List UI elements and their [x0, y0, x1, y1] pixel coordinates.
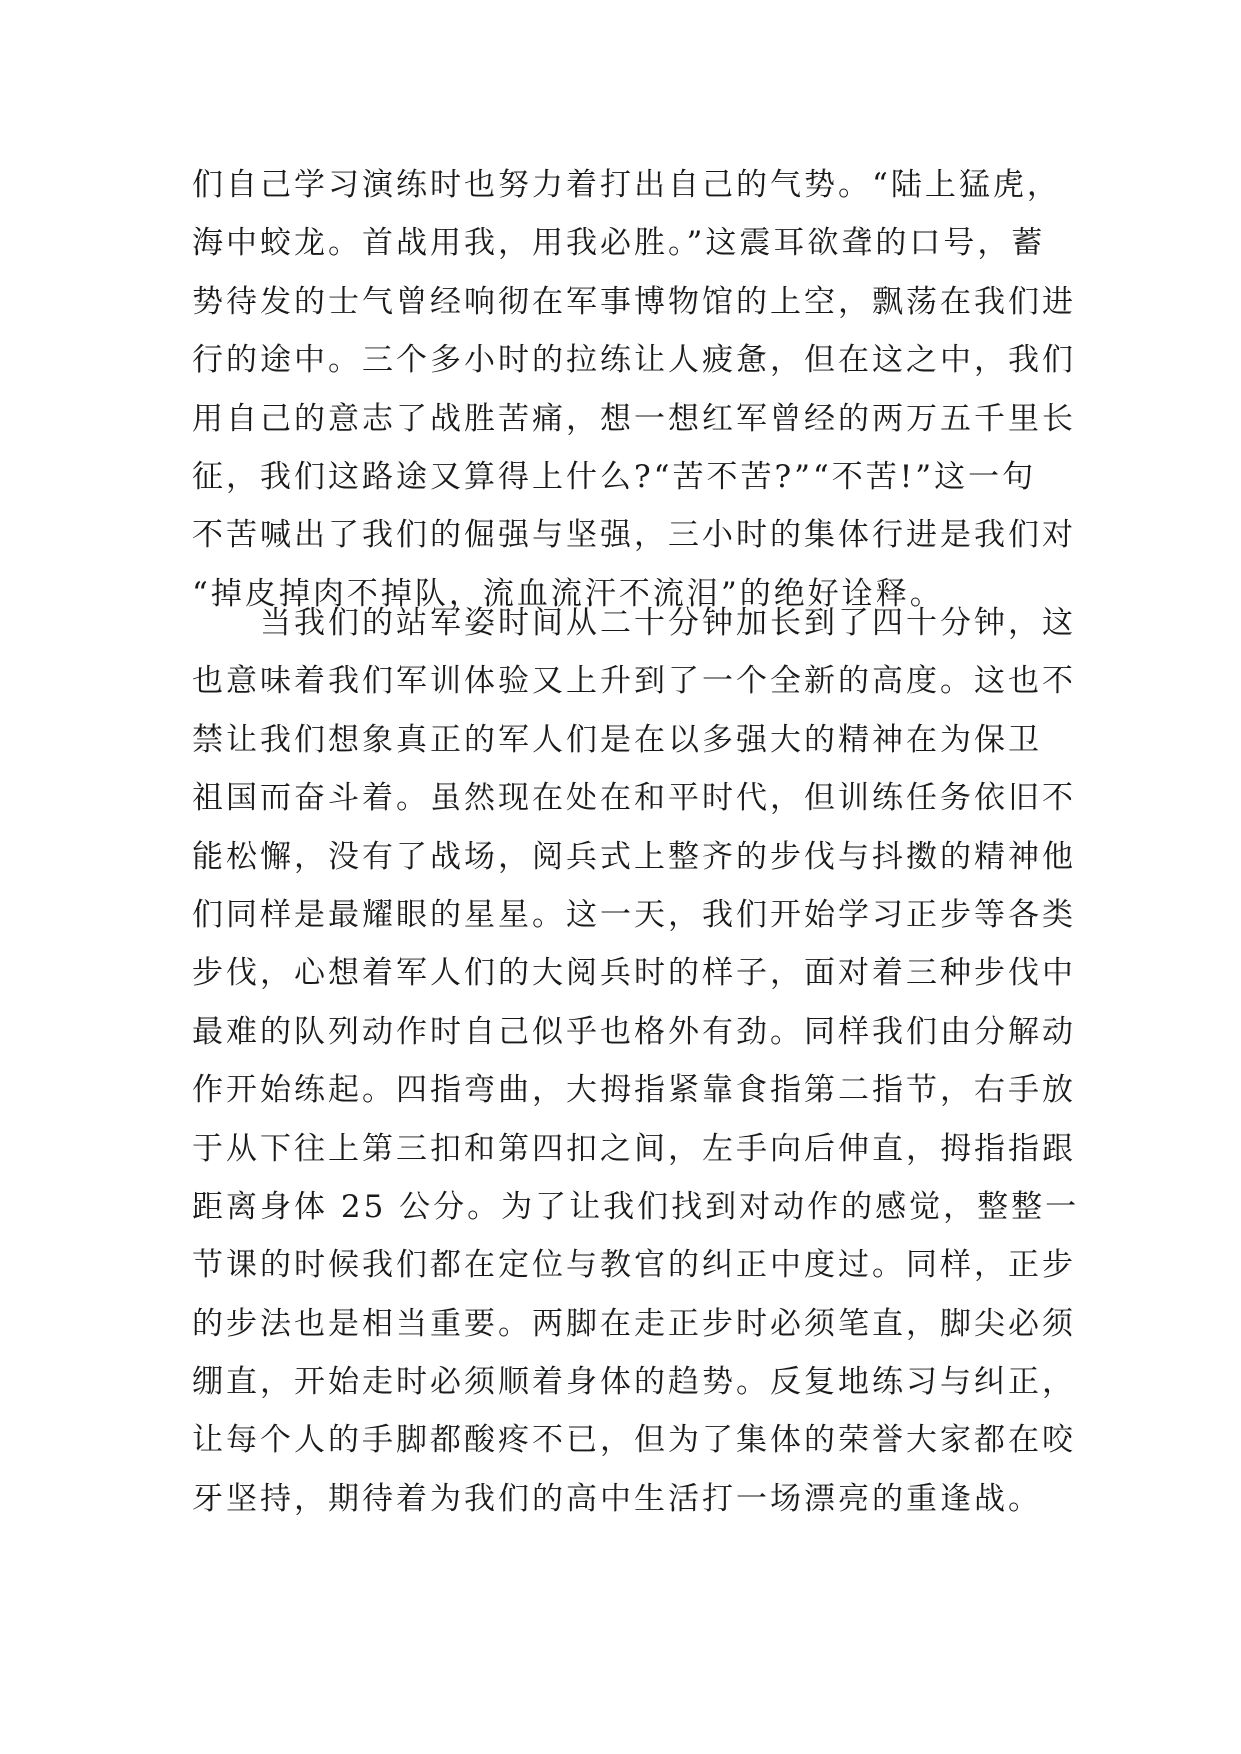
text-line: 们自己学习演练时也努力着打出自己的气势。“陆上猛虎， — [192, 167, 1061, 203]
text-line: 们同样是最耀眼的星星。这一天，我们开始学习正步等各类 — [192, 896, 1076, 933]
text-line: 征，我们这路途又算得上什么?“苦不苦?”“不苦!”这一句 — [192, 458, 1037, 495]
text-line: 能松懈，没有了战场，阅兵式上整齐的步伐与抖擞的精神他 — [192, 838, 1076, 875]
text-line: 节课的时候我们都在定位与教官的纠正中度过。同样，正步 — [192, 1247, 1076, 1284]
text-line: 牙坚持，期待着为我们的高中生活打一场漂亮的重逢战。 — [192, 1480, 1042, 1517]
text-line: 的步法也是相当重要。两脚在走正步时必须笔直，脚尖必须 — [192, 1305, 1076, 1342]
text-line: 绷直，开始走时必须顺着身体的趋势。反复地练习与纠正， — [192, 1364, 1076, 1401]
text-line: 禁让我们想象真正的军人们是在以多强大的精神在为保卫 — [192, 721, 1042, 758]
text-line: 于从下往上第三扣和第四扣之间，左手向后伸直，拇指指跟 — [192, 1130, 1076, 1167]
text-line: 用自己的意志了战胜苦痛，想一想红军曾经的两万五千里长 — [192, 400, 1076, 437]
text-line: 距离身体 25 公分。为了让我们找到对动作的感觉，整整一 — [192, 1188, 1080, 1225]
paragraph-2 — [192, 594, 1080, 1528]
text-line: 势待发的士气曾经响彻在军事博物馆的上空，飘荡在我们进 — [192, 283, 1076, 320]
text-line: 祖国而奋斗着。虽然现在处在和平时代，但训练任务依旧不 — [192, 780, 1076, 817]
text-line: 海中蛟龙。首战用我，用我必胜。”这震耳欲聋的口号，蓄 — [192, 225, 1046, 262]
text-line: 不苦喊出了我们的倔强与坚强，三小时的集体行进是我们对 — [192, 517, 1076, 554]
text-line: 最难的队列动作时自己似乎也格外有劲。同样我们由分解动 — [192, 1013, 1076, 1050]
text-line: 也意味着我们军训体验又上升到了一个全新的高度。这也不 — [192, 663, 1076, 700]
text-line: 作开始练起。四指弯曲，大拇指紧靠食指第二指节，右手放 — [192, 1072, 1076, 1109]
text-line: 让每个人的手脚都酸疼不已，但为了集体的荣誉大家都在咬 — [192, 1422, 1076, 1459]
text-line: “掉皮掉肉不掉队，流血流汗不流泪”的绝好诠释。 — [192, 575, 944, 612]
text-line: 行的途中。三个多小时的拉练让人疲惫，但在这之中，我们 — [192, 342, 1076, 379]
text-line: 当我们的站军姿时间从二十分钟加长到了四十分钟，这 — [192, 605, 1076, 641]
text-line: 步伐，心想着军人们的大阅兵时的样子，面对着三种步伐中 — [192, 955, 1076, 992]
